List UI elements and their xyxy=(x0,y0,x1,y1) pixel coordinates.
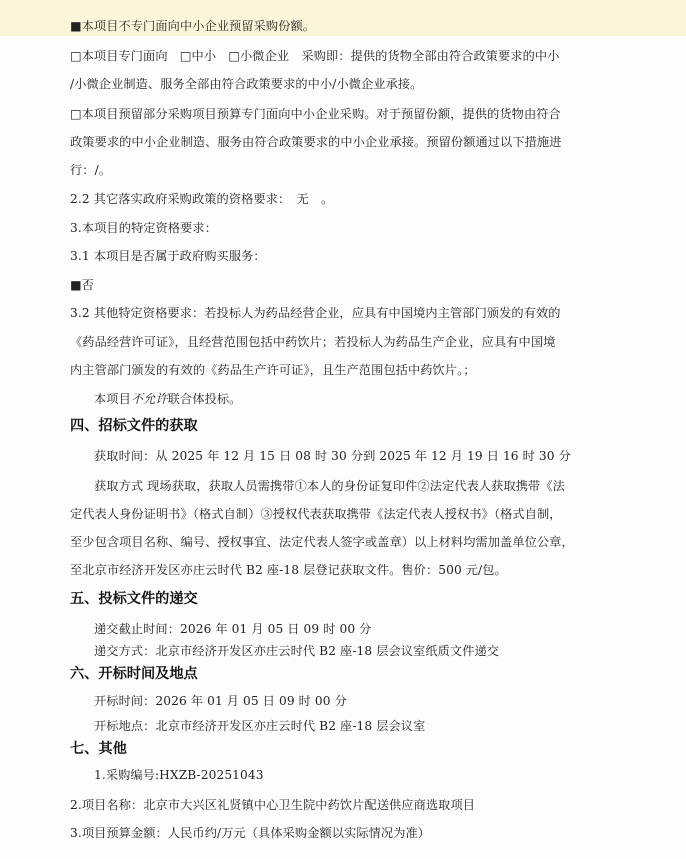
acquisition-time: 获取时间：从 2025 年 12 月 15 日 08 时 30 分到 2025 年 12 月 19 日 16 时 30 分 xyxy=(94,449,571,463)
sme-partial-line-2: 政策要求的中小企业制造、服务由符合政策要求的中小企业承接。预留份额通过以下措施进 xyxy=(70,135,562,149)
opening-location: 开标地点：北京市经济开发区亦庄云时代 B2 座-18 层会议室 xyxy=(94,719,426,733)
consortium-not-allowed: 不允许 xyxy=(130,392,168,406)
section-6-heading: 六、开标时间及地点 xyxy=(70,666,198,682)
other-requirements-line-1: 3.2 其他特定资格要求：若投标人为药品经营企业，应具有中国境内主管部门颁发的有效的 xyxy=(70,306,561,320)
sme-partial-line-3: 行：/。 xyxy=(70,163,112,177)
policy-requirement-line: 2.2 其它落实政府采购政策的资格要求： 无 。 xyxy=(70,192,334,206)
section-7-heading: 七、其他 xyxy=(70,741,127,757)
sme-dedicated-line-1: □本项目专门面向 □中小 □小微企业 采购即：提供的货物全部由符合政策要求的中小 xyxy=(70,49,560,63)
procurement-number: 1.采购编号:HXZB-20251043 xyxy=(94,768,264,782)
acquisition-method-line-1: 获取方式 现场获取，获取人员需携带①本人的身份证复印件②法定代表人获取携带《法 xyxy=(94,479,565,493)
acquisition-method-line-4: 至北京市经济开发区亦庄云时代 B2 座-18 层登记获取文件。售价：500 元/包。 xyxy=(70,563,507,577)
project-budget: 3.项目预算金额：人民币约/万元（具体采购金额以实际情况为准） xyxy=(70,826,431,840)
other-requirements-line-2: 《药品经营许可证》，且经营范围包括中药饮片；若投标人为药品生产企业，应具有中国境 xyxy=(70,335,556,349)
consortium-suffix: 联合体投标。 xyxy=(167,392,242,406)
gov-purchase-question: 3.1 本项目是否属于政府购买服务： xyxy=(70,249,266,263)
project-name: 2.项目名称：北京市大兴区礼贤镇中心卫生院中药饮片配送供应商选取项目 xyxy=(70,798,476,812)
sme-dedicated-line-2: /小微企业制造、服务全部由符合政策要求的中小/小微企业承接。 xyxy=(70,77,423,91)
submission-method: 递交方式：北京市经济开发区亦庄云时代 B2 座-18 层会议室纸质文件递交 xyxy=(94,644,500,658)
section-4-heading: 四、招标文件的获取 xyxy=(70,418,198,434)
sme-not-reserved-line: ■本项目不专门面向中小企业预留采购份额。 xyxy=(70,19,316,33)
specific-requirements-heading: 3.本项目的特定资格要求： xyxy=(70,221,217,235)
sme-partial-line-1: □本项目预留部分采购项目预算专门面向中小企业采购。对于预留份额，提供的货物由符合 xyxy=(70,107,561,121)
acquisition-method-line-2: 定代表人身份证明书》（格式自制）③授权代表获取携带《法定代表人授权书》（格式自制， xyxy=(70,507,562,521)
acquisition-method-line-3: 至少包含项目名称、编号、授权事宜、法定代表人签字或盖章）以上材料均需加盖单位公章， xyxy=(70,535,574,549)
opening-time: 开标时间：2026 年 01 月 05 日 09 时 00 分 xyxy=(94,694,347,708)
consortium-line xyxy=(94,391,241,407)
section-5-heading: 五、投标文件的递交 xyxy=(70,591,198,607)
consortium-prefix: 本项目 xyxy=(94,392,131,406)
other-requirements-line-3: 内主管部门颁发的有效的《药品生产许可证》，且生产范围包括中药饮片。； xyxy=(70,363,476,377)
submission-deadline: 递交截止时间：2026 年 01 月 05 日 09 时 00 分 xyxy=(94,622,372,636)
gov-purchase-answer: ■否 xyxy=(70,278,94,292)
